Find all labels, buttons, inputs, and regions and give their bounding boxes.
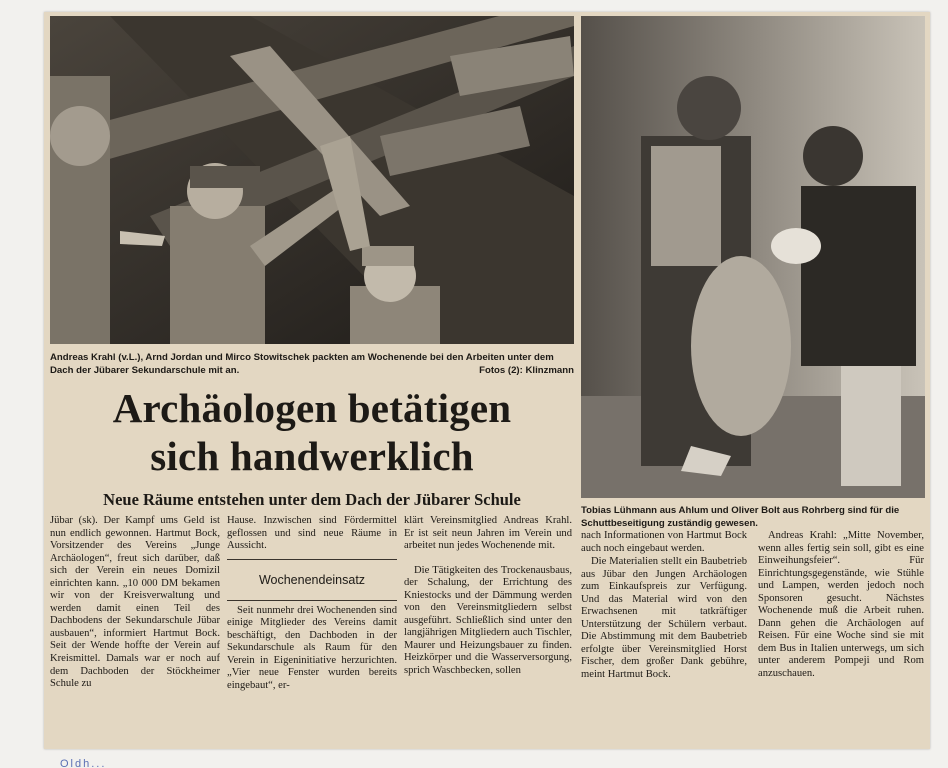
- newspaper-clipping: [44, 12, 930, 749]
- photo-attic-image: [50, 16, 574, 344]
- article-headline: [50, 384, 574, 480]
- photo-left-caption: [50, 352, 574, 377]
- photo-credit: Fotos (2): Klinzmann: [479, 364, 574, 376]
- photo-left-caption-text: Andreas Krahl (v.L.), Arnd Jordan und Mirco Stowitschek packten am Wochenende bei den Arbeiten unter dem Dach der Jübarer Sekundarschule mit an.: [50, 352, 554, 376]
- column-2-paragraph-top: Hause. Inzwischen sind Fördermittel geflossen und sind neue Räume in Aussicht.: [227, 515, 397, 552]
- section-heading: Wochenendeinsatz: [258, 572, 366, 587]
- column-1-paragraph: Jübar (sk). Der Kampf ums Geld ist nun endlich gewonnen. Hartmut Bock, Vorsitzender des Vereins „Junge Archäologen“, freut sich darüber, daß sich der Verein ein neues Domizil einrichten kann. „10 000 DM bekamen wir von der Kreisverwaltung und werden damit einen Teil des Dachbodens der Sekundarschule Jübar ausbauen“, informiert Hartmut Bock. Seit der Wende hoffte der Verein auf Kreismittel. Damals war er noch auf dem Dachboden der Stöckheimer Schule zu: [50, 515, 220, 690]
- photo-rubble-image: [581, 16, 925, 498]
- column-4-paragraph-2: Die Materialien stellt ein Baubetrieb aus Jübar den Jungen Archäologen zum Einkaufspreis zur Verfügung. Und das Material wird von den Erwachsenen mit tatkräftiger Unterstützung der Schülern verbaut. Die Abstimmung mit dem Baubetrieb erfolgte über Vereinsmitglied Horst Fischer, dem großer Dank gebühre, meint Hartmut Bock.: [581, 556, 747, 681]
- headline-line-2: sich handwerklich: [150, 433, 474, 479]
- article-column-2: [227, 515, 397, 745]
- paragraph-spacer: [404, 553, 572, 565]
- article-column-1: [50, 515, 220, 745]
- headline-line-1: Archäologen betätigen: [112, 385, 512, 431]
- handwritten-margin-note: Oldh...: [60, 758, 107, 768]
- column-2-paragraph-bottom: Seit nunmehr drei Wochenenden sind einige Mitglieder des Vereins damit beschäftigt, den Dachboden in der Sekundarschule als Raum für den Verein in Eigeninitiative herzurichten. „Vier neue Fenster wurden bereits eingebaut“, er-: [227, 604, 397, 691]
- column-3-paragraph-1: klärt Vereinsmitglied Andreas Krahl. Er ist seit neun Jahren im Verein und arbeitet nun jedes Wochenende mit.: [404, 515, 572, 552]
- article-column-3: [404, 515, 572, 745]
- column-5-paragraph-1: Andreas Krahl: „Mitte November, wenn alles fertig sein soll, gibt es eine Einweihungsfeier“. Für Einrichtungsgegenstände, wie Stühle und Lampen, werden jedoch noch Sponsoren gesucht. Nächstes Wochenende muß die Arbeit ruhen. Dann gehen die Archäologen auf Reisen. Für eine Woche sind sie mit dem Bus in Italien unterwegs, um sich unter anderem Pompeji und Rom anzuschauen.: [758, 530, 924, 680]
- article-column-4: [581, 530, 747, 745]
- column-4-paragraph-1: nach Informationen von Hartmut Bock auch noch eingebaut werden.: [581, 530, 747, 554]
- column-3-paragraph-2: Die Tätigkeiten des Trockenausbaus, der Schalung, der Errichtung des Kniestocks und der Dämmung werden von den Vereinsmitgliedern selbst ausgeführt. Schließlich sind unter den langjährigen Mitgliedern auch Tischler, Maurer und Heizungsbauer zu finden. Heizkörper und die Wasserversorgung, sprich Waschbecken, sollen: [404, 564, 572, 677]
- photo-right-caption: Tobias Lühmann aus Ahlum und Oliver Bolt aus Rohrberg sind für die Schuttbeseitigung zuständig gewesen.: [581, 505, 900, 529]
- article-column-5: [758, 530, 924, 745]
- photo-attic-workers: [50, 16, 574, 344]
- article-subheadline: Neue Räume entstehen unter dem Dach der Jübarer Schule: [103, 490, 521, 509]
- photo-rubble-removal: [581, 16, 925, 498]
- section-heading-box: [227, 559, 397, 601]
